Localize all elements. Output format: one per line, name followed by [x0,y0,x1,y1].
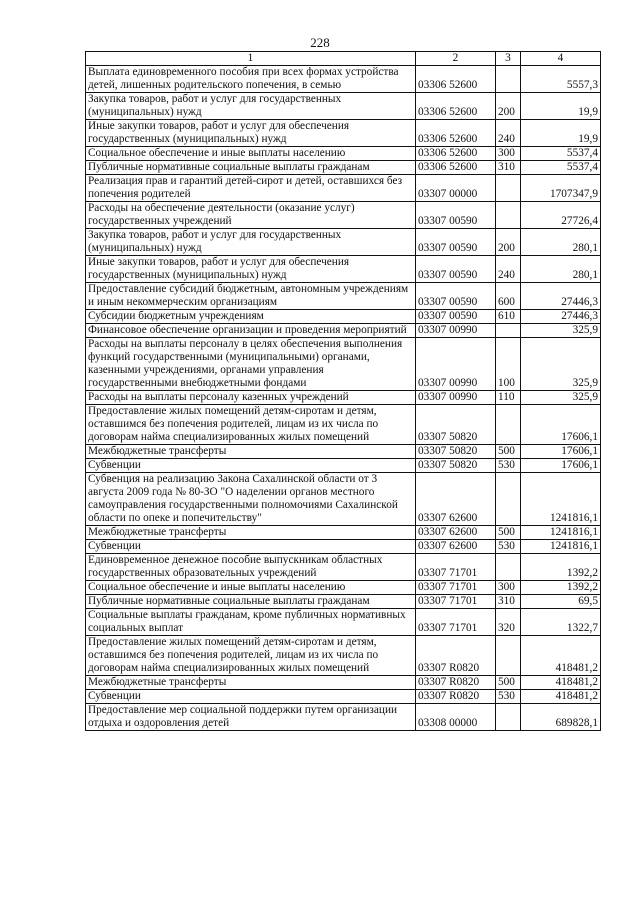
row-type: 610 [496,310,521,324]
row-amount: 1707347,9 [521,175,601,202]
row-code: 03307 71701 [416,609,496,636]
row-code: 03307 00990 [416,324,496,338]
table-row [86,704,601,731]
row-name: Субвенция на реализацию Закона Сахалинской области от 3 августа 2009 года № 80-ЗО "О наделении органов местного самоуправления государственными полномочиями Сахалинской области по опеке и попечительству" [86,473,416,526]
table-row [86,581,601,595]
table-row [86,338,601,391]
row-amount: 1241816,1 [521,473,601,526]
row-name: Публичные нормативные социальные выплаты гражданам [86,161,416,175]
table-row [86,473,601,526]
row-code: 03306 52600 [416,66,496,93]
table-row [86,526,601,540]
row-name: Предоставление жилых помещений детям-сиротам и детям, оставшимся без попечения родителей, лицам из их числа по договорам найма специализированных жилых помещений [86,636,416,676]
row-code: 03307 00590 [416,202,496,229]
table-row [86,609,601,636]
table-row [86,324,601,338]
row-name: Субвенции [86,690,416,704]
row-name: Предоставление жилых помещений детям-сиротам и детям, оставшимся без попечения родителей, лицам из их числа по договорам найма специализированных жилых помещений [86,405,416,445]
table-row [86,202,601,229]
row-code: 03306 52600 [416,120,496,147]
row-type [496,66,521,93]
row-name: Расходы на выплаты персоналу казенных учреждений [86,391,416,405]
row-code: 03306 52600 [416,93,496,120]
table-row [86,595,601,609]
row-amount: 17606,1 [521,445,601,459]
table-row [86,283,601,310]
row-type: 310 [496,161,521,175]
row-amount: 1392,2 [521,581,601,595]
row-type: 200 [496,229,521,256]
row-amount: 27446,3 [521,283,601,310]
row-amount: 69,5 [521,595,601,609]
row-type [496,554,521,581]
row-code: 03307 62600 [416,540,496,554]
table-row [86,175,601,202]
row-type [496,704,521,731]
row-name: Социальное обеспечение и иные выплаты населению [86,581,416,595]
row-type: 310 [496,595,521,609]
row-code: 03307 50820 [416,459,496,473]
row-name: Закупка товаров, работ и услуг для государственных (муниципальных) нужд [86,93,416,120]
row-code: 03307 R0820 [416,690,496,704]
row-type: 300 [496,147,521,161]
row-name: Публичные нормативные социальные выплаты гражданам [86,595,416,609]
table-row [86,229,601,256]
row-amount: 17606,1 [521,459,601,473]
row-code: 03307 R0820 [416,636,496,676]
row-type: 100 [496,338,521,391]
row-type: 500 [496,526,521,540]
row-name: Предоставление субсидий бюджетным, автономным учреждениям и иным некоммерческим организациям [86,283,416,310]
row-code: 03308 00000 [416,704,496,731]
row-amount: 325,9 [521,391,601,405]
row-type: 200 [496,93,521,120]
row-type [496,324,521,338]
row-name: Межбюджетные трансферты [86,445,416,459]
table-row [86,459,601,473]
row-code: 03306 52600 [416,161,496,175]
table-row [86,676,601,690]
header-col-3: 3 [496,52,521,66]
table-row [86,391,601,405]
row-name: Субсидии бюджетным учреждениям [86,310,416,324]
page-number: 228 [310,35,330,50]
row-amount: 1322,7 [521,609,601,636]
row-amount: 689828,1 [521,704,601,731]
table-row [86,161,601,175]
table-row [86,147,601,161]
table-row [86,310,601,324]
row-type [496,202,521,229]
row-type: 110 [496,391,521,405]
row-type [496,405,521,445]
row-type: 500 [496,676,521,690]
row-code: 03307 62600 [416,526,496,540]
row-amount: 325,9 [521,338,601,391]
row-type: 600 [496,283,521,310]
table-row [86,636,601,676]
row-name: Субвенции [86,459,416,473]
row-code: 03307 71701 [416,554,496,581]
budget-table [85,51,601,731]
row-code: 03307 00000 [416,175,496,202]
row-code: 03306 52600 [416,147,496,161]
row-amount: 418481,2 [521,676,601,690]
row-code: 03307 62600 [416,473,496,526]
row-amount: 27726,4 [521,202,601,229]
row-amount: 280,1 [521,229,601,256]
row-type: 240 [496,120,521,147]
row-type: 500 [496,445,521,459]
row-code: 03307 71701 [416,595,496,609]
row-amount: 325,9 [521,324,601,338]
row-name: Предоставление мер социальной поддержки путем организации отдыха и оздоровления детей [86,704,416,731]
row-amount: 418481,2 [521,690,601,704]
row-code: 03307 00590 [416,283,496,310]
row-amount: 19,9 [521,120,601,147]
row-name: Реализация прав и гарантий детей-сирот и детей, оставшихся без попечения родителей [86,175,416,202]
row-amount: 5557,3 [521,66,601,93]
row-type [496,636,521,676]
row-amount: 1392,2 [521,554,601,581]
row-type [496,473,521,526]
row-amount: 280,1 [521,256,601,283]
row-amount: 5537,4 [521,161,601,175]
table-row [86,66,601,93]
row-name: Выплата единовременного пособия при всех формах устройства детей, лишенных родительского попечения, в семью [86,66,416,93]
row-name: Расходы на выплаты персоналу в целях обеспечения выполнения функций государственными (муниципальными) органами, казенными учреждениями, органами управления государственными внебюджетными фондами [86,338,416,391]
table-row [86,120,601,147]
header-col-2: 2 [416,52,496,66]
row-type: 530 [496,690,521,704]
table-header-row [86,52,601,66]
table-row [86,405,601,445]
row-code: 03307 00990 [416,338,496,391]
row-name: Расходы на обеспечение деятельности (оказание услуг) государственных учреждений [86,202,416,229]
row-type: 530 [496,459,521,473]
row-type: 320 [496,609,521,636]
row-name: Межбюджетные трансферты [86,676,416,690]
row-code: 03307 00590 [416,229,496,256]
row-amount: 418481,2 [521,636,601,676]
header-col-1: 1 [86,52,416,66]
row-name: Финансовое обеспечение организации и проведения мероприятий [86,324,416,338]
row-amount: 27446,3 [521,310,601,324]
row-type: 530 [496,540,521,554]
row-type: 240 [496,256,521,283]
table-row [86,93,601,120]
header-col-4: 4 [521,52,601,66]
row-type: 300 [496,581,521,595]
row-name: Межбюджетные трансферты [86,526,416,540]
row-amount: 19,9 [521,93,601,120]
row-code: 03307 00990 [416,391,496,405]
row-name: Закупка товаров, работ и услуг для государственных (муниципальных) нужд [86,229,416,256]
row-code: 03307 00590 [416,310,496,324]
row-code: 03307 50820 [416,405,496,445]
row-name: Иные закупки товаров, работ и услуг для обеспечения государственных (муниципальных) нужд [86,120,416,147]
row-name: Субвенции [86,540,416,554]
row-name: Социальные выплаты гражданам, кроме публичных нормативных социальных выплат [86,609,416,636]
row-amount: 17606,1 [521,405,601,445]
row-code: 03307 50820 [416,445,496,459]
row-code: 03307 R0820 [416,676,496,690]
row-amount: 5537,4 [521,147,601,161]
row-name: Единовременное денежное пособие выпускникам областных государственных образовательных учреждений [86,554,416,581]
table-row [86,540,601,554]
row-name: Социальное обеспечение и иные выплаты населению [86,147,416,161]
table-row [86,256,601,283]
table-row [86,690,601,704]
row-code: 03307 00590 [416,256,496,283]
row-name: Иные закупки товаров, работ и услуг для обеспечения государственных (муниципальных) нужд [86,256,416,283]
row-amount: 1241816,1 [521,526,601,540]
row-type [496,175,521,202]
row-code: 03307 71701 [416,581,496,595]
table-row [86,445,601,459]
row-amount: 1241816,1 [521,540,601,554]
table-row [86,554,601,581]
